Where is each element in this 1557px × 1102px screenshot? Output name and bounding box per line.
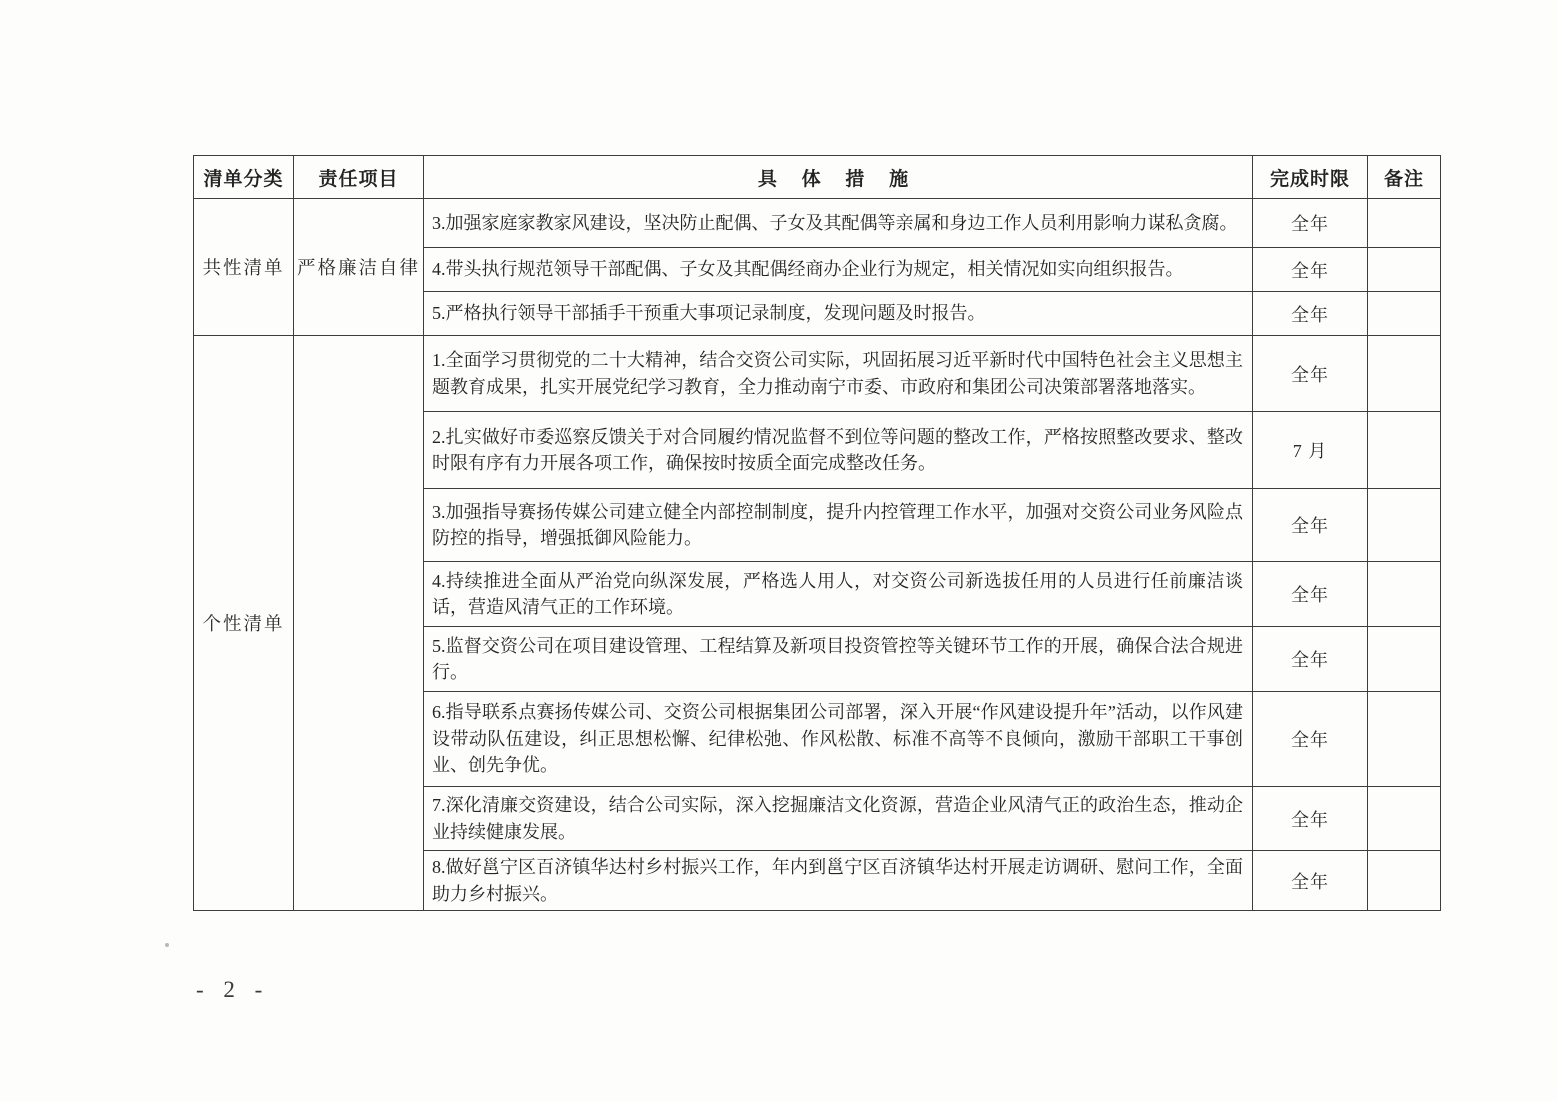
measure-cell: 5.监督交资公司在项目建设管理、工程结算及新项目投资管控等关键环节工作的开展，确保合法合规进行。: [424, 627, 1253, 692]
table-row: [194, 336, 1441, 412]
remark-cell: [1368, 562, 1441, 627]
page-number: - 2 -: [196, 977, 270, 1002]
header-project: 责任项目: [294, 156, 424, 199]
deadline-cell: 全年: [1253, 199, 1368, 248]
table-header-row: [194, 156, 1441, 199]
responsibility-checklist-table: [193, 155, 1441, 911]
deadline-cell: 全年: [1253, 692, 1368, 787]
deadline-cell: 全年: [1253, 787, 1368, 851]
remark-cell: [1368, 692, 1441, 787]
header-remark: 备注: [1368, 156, 1441, 199]
measure-cell: 3.加强指导赛扬传媒公司建立健全内部控制制度，提升内控管理工作水平，加强对交资公司业务风险点防控的指导，增强抵御风险能力。: [424, 489, 1253, 562]
remark-cell: [1368, 627, 1441, 692]
category-cell-individual: 个性清单: [194, 336, 294, 911]
deadline-cell: 全年: [1253, 248, 1368, 292]
table-row: [194, 199, 1441, 248]
remark-cell: [1368, 851, 1441, 911]
measure-cell: 4.持续推进全面从严治党向纵深发展，严格选人用人，对交资公司新选拔任用的人员进行任前廉洁谈话，营造风清气正的工作环境。: [424, 562, 1253, 627]
deadline-cell: 全年: [1253, 489, 1368, 562]
header-measures: 具 体 措 施: [424, 156, 1253, 199]
measure-cell: 3.加强家庭家教家风建设，坚决防止配偶、子女及其配偶等亲属和身边工作人员利用影响力谋私贪腐。: [424, 199, 1253, 248]
deadline-cell: 全年: [1253, 336, 1368, 412]
header-category: 清单分类: [194, 156, 294, 199]
measure-cell: 1.全面学习贯彻党的二十大精神，结合交资公司实际，巩固拓展习近平新时代中国特色社会主义思想主题教育成果，扎实开展党纪学习教育，全力推动南宁市委、市政府和集团公司决策部署落地落实。: [424, 336, 1253, 412]
deadline-cell: 全年: [1253, 627, 1368, 692]
measure-cell: 7.深化清廉交资建设，结合公司实际，深入挖掘廉洁文化资源，营造企业风清气正的政治生态，推动企业持续健康发展。: [424, 787, 1253, 851]
project-cell-common: 严格廉洁自律: [294, 199, 424, 336]
deadline-cell: 全年: [1253, 851, 1368, 911]
scan-artifact-dot: [165, 943, 169, 947]
header-deadline: 完成时限: [1253, 156, 1368, 199]
remark-cell: [1368, 412, 1441, 489]
deadline-cell: 全年: [1253, 562, 1368, 627]
remark-cell: [1368, 199, 1441, 248]
remark-cell: [1368, 248, 1441, 292]
measure-cell: 8.做好邕宁区百济镇华达村乡村振兴工作，年内到邕宁区百济镇华达村开展走访调研、慰问工作，全面助力乡村振兴。: [424, 851, 1253, 911]
measure-cell: 5.严格执行领导干部插手干预重大事项记录制度，发现问题及时报告。: [424, 292, 1253, 336]
measure-cell: 4.带头执行规范领导干部配偶、子女及其配偶经商办企业行为规定，相关情况如实向组织报告。: [424, 248, 1253, 292]
deadline-cell: 7 月: [1253, 412, 1368, 489]
remark-cell: [1368, 336, 1441, 412]
category-cell-common: 共性清单: [194, 199, 294, 336]
remark-cell: [1368, 489, 1441, 562]
measure-cell: 6.指导联系点赛扬传媒公司、交资公司根据集团公司部署，深入开展“作风建设提升年”活动，以作风建设带动队伍建设，纠正思想松懈、纪律松弛、作风松散、标准不高等不良倾向，激励干部职工干事创业、创先争优。: [424, 692, 1253, 787]
deadline-cell: 全年: [1253, 292, 1368, 336]
remark-cell: [1368, 787, 1441, 851]
project-cell-individual: [294, 336, 424, 911]
measure-cell: 2.扎实做好市委巡察反馈关于对合同履约情况监督不到位等问题的整改工作，严格按照整改要求、整改时限有序有力开展各项工作，确保按时按质全面完成整改任务。: [424, 412, 1253, 489]
remark-cell: [1368, 292, 1441, 336]
